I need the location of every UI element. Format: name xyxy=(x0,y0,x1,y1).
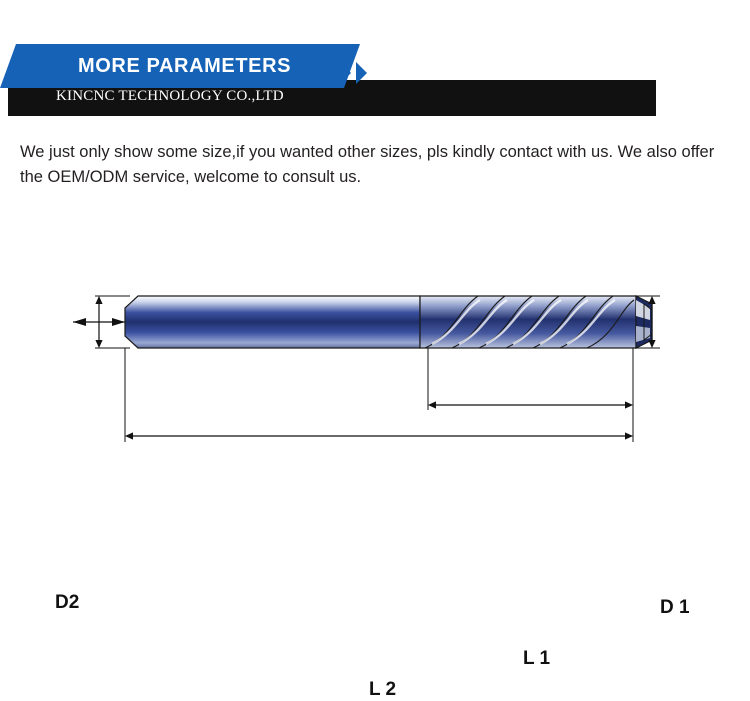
double-chevron-right-icon xyxy=(308,62,398,84)
label-l1: L 1 xyxy=(523,648,551,669)
dimension-l1 xyxy=(428,348,633,410)
diagram-container xyxy=(0,270,750,700)
dimension-d2 xyxy=(73,296,130,348)
label-d1: D 1 xyxy=(660,597,690,618)
end-mill-svg xyxy=(0,270,750,470)
label-d2: D2 xyxy=(55,592,80,613)
dimension-l2 xyxy=(125,348,633,442)
intro-paragraph: We just only show some size,if you wanted other sizes, pls kindly contact with us. We also offer the OEM/ODM service, welcome to consult us. xyxy=(20,143,715,186)
header-banner xyxy=(0,22,750,106)
page-title: MORE PARAMETERS xyxy=(78,55,292,77)
label-l2: L 2 xyxy=(369,679,397,700)
company-name: KINCNC TECHNOLOGY CO.,LTD xyxy=(56,88,284,104)
tool-body xyxy=(125,296,652,348)
